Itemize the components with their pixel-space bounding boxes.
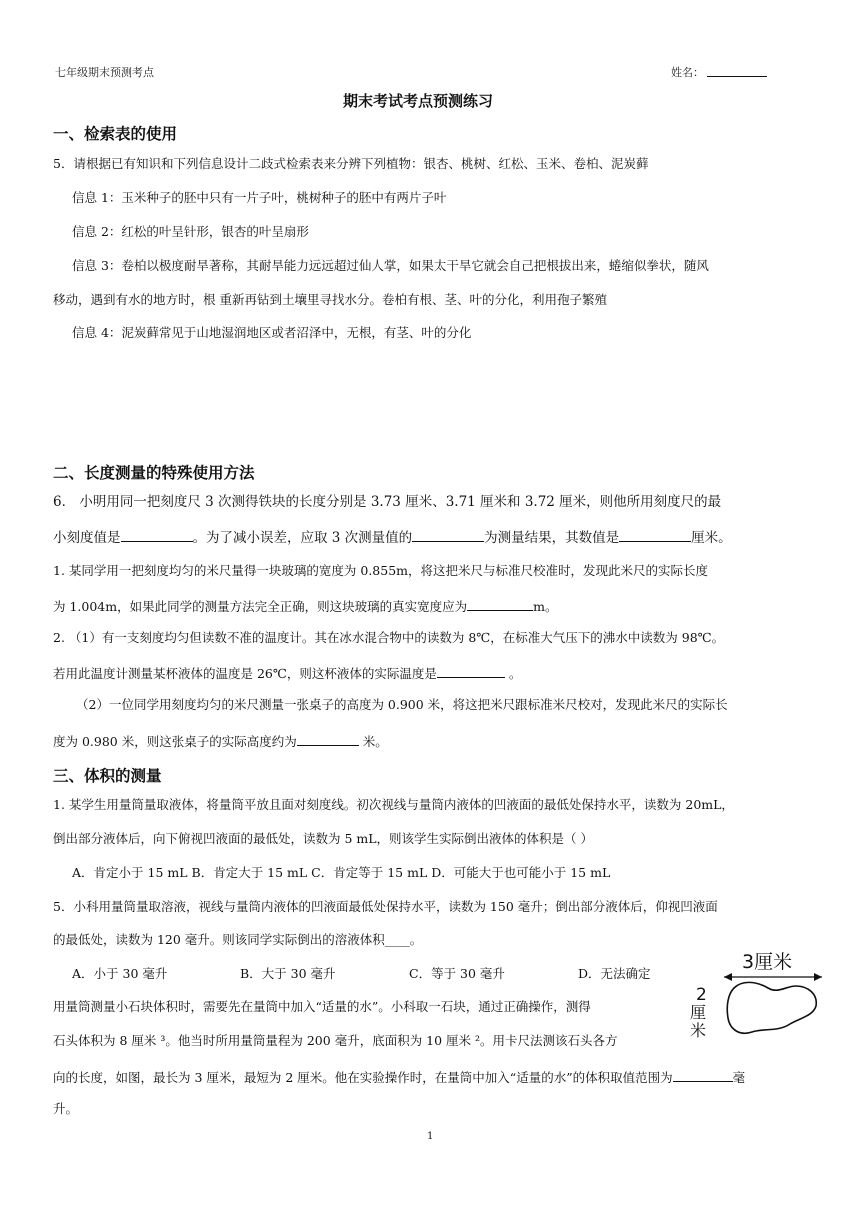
q6-blank-2[interactable]: [412, 529, 484, 542]
volume-q1-line2: 倒出部分液体后，向下俯视凹液面的最低处，读数为 5 mL，则该学生实际倒出液体的体积是（ ）: [53, 831, 594, 846]
header-course-label: 七年级期末预测考点: [55, 66, 154, 79]
info-1-text: 信息 1：玉米种子的胚中只有一片子叶，桃树种子的胚中有两片子叶: [72, 190, 447, 205]
q1-blank[interactable]: [467, 598, 533, 611]
stone-text-2: 毫: [732, 1070, 746, 1085]
q1-text-2: m。: [533, 599, 558, 614]
stone-text-1: 向的长度，如图，最长为 3 厘米，最短为 2 厘米。他在实验操作时，在量筒中加入“适量的水”的体积取值范围为: [53, 1070, 673, 1085]
stone-question-line4: 升。: [53, 1101, 79, 1116]
q2-text-3: 度为 0.980 米，则这张桌子的实际高度约为: [53, 734, 297, 749]
question-5-text: 5．请根据已有知识和下列信息设计二歧式检索表来分辨下列植物：银杏、桃树、红松、玉米、卷柏、泥炭藓: [53, 156, 649, 171]
volume-q5-line2: 的最低处，读数为 120 毫升。则该同学实际倒出的溶液体积____。: [53, 932, 423, 947]
stone-question-line3: [53, 1069, 745, 1085]
name-blank[interactable]: [707, 76, 767, 77]
figure-label-height-unit1: 厘: [690, 1003, 707, 1022]
figure-label-height-number: 2: [696, 985, 707, 1005]
info-3-line2: 移动，遇到有水的地方时，根 重新再钻到土壤里寻找水分。卷柏有根、茎、叶的分化，利用孢子繁殖: [53, 292, 607, 307]
q6-text-3: 为测量结果，其数值是: [484, 530, 620, 546]
page-number: 1: [427, 1131, 434, 1142]
question-6-line1: 6． 小明用同一把刻度尺 3 次测得铁块的长度分别是 3.73 厘米、3.71 厘米和 3.72 厘米，则他所用刻度尺的最: [53, 494, 722, 510]
stone-outline: [727, 982, 816, 1033]
info-3-line1: 信息 3：卷柏以极度耐旱著称，其耐旱能力远远超过仙人掌，如果太干旱它就会自己把根拔出来，蜷缩似拳状，随风: [72, 258, 709, 273]
stone-blank[interactable]: [673, 1069, 733, 1082]
figure-label-height-unit2: 米: [690, 1021, 707, 1040]
volume-q5-line1: 5．小科用量筒量取溶液，视线与量筒内液体的凹液面最低处保持水平，读数为 150 毫升；倒出部分液体后，仰视凹液面: [53, 899, 718, 914]
question-1-line2: [53, 598, 557, 614]
page-title: 期末考试考点预测练习: [343, 92, 494, 110]
question-2-part2-line1: （2）一位同学用刻度均匀的米尺测量一张桌子的高度为 0.900 米，将这把米尺跟标准米尺校对，发现此米尺的实际长: [76, 697, 728, 712]
stone-question-line2: 石头体积为 8 厘米 ³。他当时所用量筒量程为 200 毫升，底面积为 10 厘米 ²。用卡尺法测该石头各方: [53, 1033, 618, 1048]
q2-text-4: 米。: [358, 734, 388, 749]
question-1-line1: 1. 某同学用一把刻度均匀的米尺量得一块玻璃的宽度为 0.855m，将这把米尺与标准尺校准时，发现此米尺的实际长度: [53, 563, 709, 578]
q6-blank-3[interactable]: [619, 529, 691, 542]
volume-q5-option-b: B．大于 30 毫升: [240, 966, 336, 981]
q2-text-1: 若用此温度计测量某杯液体的温度是 26℃，则这杯液体的实际温度是: [53, 666, 437, 681]
question-2-line2: [53, 665, 521, 681]
volume-q5-option-c: C．等于 30 毫升: [409, 966, 505, 981]
section-heading-1: 一、检索表的使用: [53, 125, 178, 143]
question-2-line1: 2. （1）有一支刻度均匀但读数不准的温度计。其在冰水混合物中的读数为 8℃，在标准大气压下的沸水中读数为 98℃。: [53, 630, 725, 645]
q2-blank-1[interactable]: [437, 665, 505, 678]
question-2-part2-line2: [53, 733, 388, 749]
info-4-text: 信息 4：泥炭藓常见于山地湿润地区或者沼泽中，无根，有茎、叶的分化: [72, 325, 472, 340]
volume-q5-option-d: D．无法确定: [578, 966, 651, 981]
stone-question-line1: 用量筒测量小石块体积时，需要先在量筒中加入“适量的水”。小科取一石块，通过正确操作，测得: [53, 999, 591, 1014]
q6-text-1: 小刻度值是: [53, 530, 121, 546]
figure-label-length: 3厘米: [742, 951, 793, 973]
q6-text-4: 厘米。: [691, 530, 732, 546]
q6-blank-1[interactable]: [121, 529, 193, 542]
info-2-text: 信息 2：红松的叶呈针形，银杏的叶呈扇形: [72, 224, 309, 239]
q6-text-2: 。为了减小误差，应取 3 次测量值的: [192, 530, 413, 546]
question-6-line2: [53, 529, 732, 546]
volume-q5-option-a: A．小于 30 毫升: [72, 966, 168, 981]
arrow-right-head: [814, 973, 822, 981]
stone-diagram: [682, 946, 828, 1046]
q2-blank-2[interactable]: [297, 733, 359, 746]
arrow-left-head: [724, 973, 732, 981]
volume-q1-line1: 1. 某学生用量筒量取液体，将量筒平放且面对刻度线。初次视线与量筒内液体的凹液面的最低处保持水平，读数为 20mL，: [53, 797, 734, 812]
section-heading-3: 三、体积的测量: [53, 767, 162, 785]
q2-text-2: 。: [504, 666, 522, 681]
volume-q1-options: A．肯定小于 15 mL B．肯定大于 15 mL C．肯定等于 15 mL D．可能大于也可能小于 15 mL: [72, 865, 611, 880]
q1-text-1: 为 1.004m，如果此同学的测量方法完全正确，则这块玻璃的真实宽度应为: [53, 599, 468, 614]
header-name-label: 姓名：: [671, 66, 704, 79]
section-heading-2: 二、长度测量的特殊使用方法: [53, 464, 255, 482]
